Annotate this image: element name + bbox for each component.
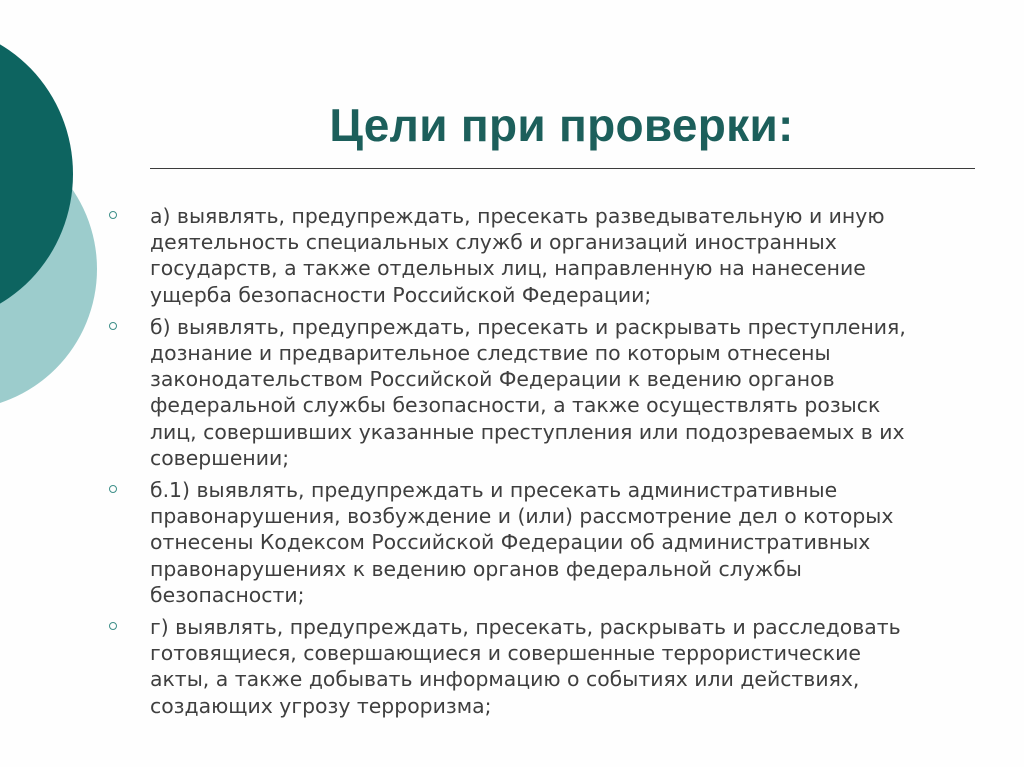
item-text-line: создающих угрозу терроризма; [150, 693, 492, 718]
item-text-line: государств, а также отдельных лиц, направленную на нанесение [150, 256, 866, 281]
item-text-line: акты, а также добывать информацию о событиях или действиях, [150, 667, 860, 692]
title-divider [150, 168, 975, 169]
item-text-line: а) выявлять, предупреждать, пресекать разведывательную и иную [150, 204, 885, 228]
item-text-line: б.1) выявлять, предупреждать и пресекать административные [150, 478, 838, 503]
bullet-circle-icon [109, 485, 117, 493]
item-text-line: лиц, совершивших указанные преступления или подозреваемых в их [150, 419, 905, 444]
bullet-circle-icon [109, 322, 117, 330]
bullet-circle-icon [109, 622, 117, 630]
item-text-line: г) выявлять, предупреждать, пресекать, раскрывать и расследовать [150, 615, 901, 640]
list-item [108, 614, 998, 719]
item-text-line: готовящиеся, совершающиеся и совершенные террористические [150, 641, 861, 666]
list-item [108, 203, 998, 308]
item-text-line: правонарушениях к ведению органов федеральной службы [150, 556, 802, 581]
list-item [108, 314, 998, 471]
item-text-line: отнесены Кодексом Российской Федерации об административных [150, 530, 871, 555]
slide-title: Цели при проверки: [329, 99, 794, 151]
item-text-line: правонарушения, возбуждение и (или) рассмотрение дел о которых [150, 504, 894, 529]
item-text-line: б) выявлять, предупреждать, пресекать и раскрывать преступления, [150, 314, 906, 339]
item-text-line: ущерба безопасности Российской Федерации; [150, 282, 652, 307]
list-item [108, 477, 998, 608]
item-text-line: совершении; [150, 445, 290, 470]
item-text-line: дознание и предварительное следствие по которым отнесены [150, 341, 831, 366]
item-text-line: деятельность специальных служб и организаций иностранных [150, 230, 837, 255]
bullet-circle-icon [109, 211, 117, 219]
item-text-line: федеральной службы безопасности, а также осуществлять розыск [150, 393, 881, 418]
goals-list [108, 203, 998, 725]
item-text-line: безопасности; [150, 582, 305, 607]
item-text-line: законодательством Российской Федерации к ведению органов [150, 367, 835, 392]
